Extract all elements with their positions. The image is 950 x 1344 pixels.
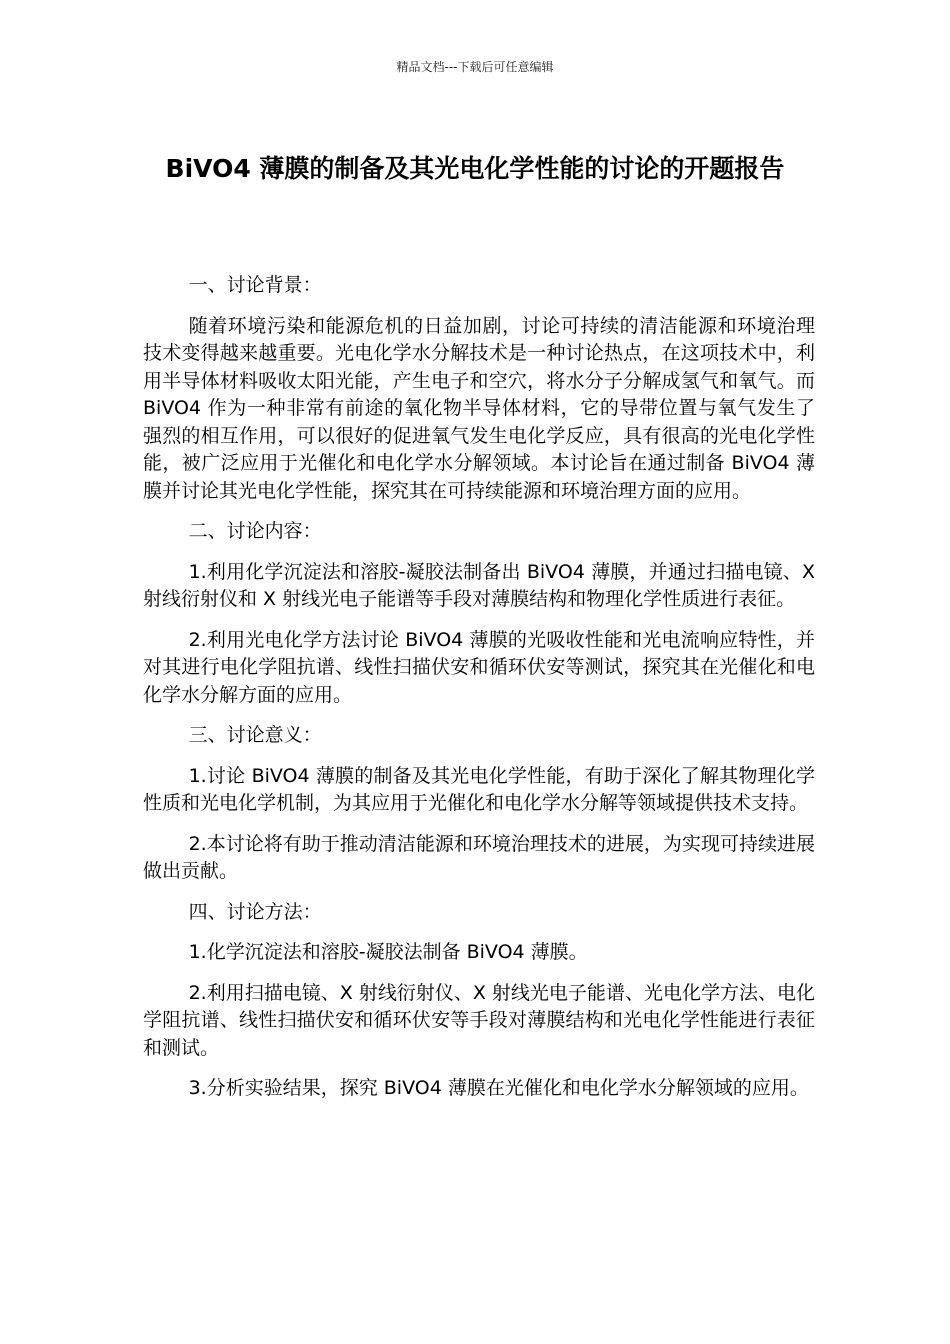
section-heading-background: 一、讨论背景： <box>188 274 322 296</box>
section-heading-content: 二、讨论内容： <box>188 520 322 542</box>
document-body <box>143 272 815 1116</box>
content-item-1: 1.利用化学沉淀法和溶胶-凝胶法制备出 BiVO4 薄膜，并通过扫描电镜、X 射线衍射仪和 X 射线光电子能谱等手段对薄膜结构和物理化学性质进行表征。 <box>143 560 815 610</box>
section-heading-methods: 四、讨论方法： <box>188 900 322 923</box>
significance-item-2: 2.本讨论将有助于推动清洁能源和环境治理技术的进展，为实现可持续进展做出贡献。 <box>143 832 815 882</box>
methods-item-1: 1.化学沉淀法和溶胶-凝胶法制备 BiVO4 薄膜。 <box>188 941 588 963</box>
header-note: 精品文档---下载后可任意编辑 <box>396 60 554 74</box>
content-item-2: 2.利用光电化学方法讨论 BiVO4 薄膜的光吸收性能和光电流响应特性，并对其进行电化学阻抗谱、线性扫描伏安和循环伏安等测试，探究其在光催化和电化学水分解方面的应用。 <box>143 628 815 706</box>
section-heading-significance: 三、讨论意义： <box>188 724 322 746</box>
background-paragraph: 随着环境污染和能源危机的日益加剧，讨论可持续的清洁能源和环境治理技术变得越来越重要。光电化学水分解技术是一种讨论热点，在这项技术中，利用半导体材料吸收太阳光能，产生电子和空穴，将水分子分解成氢气和氧气。而 BiVO4 作为一种非常有前途的氧化物半导体材料，它的导带位置与氧气发生了强烈的相互作用，可以很好的促进氧气发生电化学反应，具有很高的光电化学性能，被广泛应用于光催化和电化学水分解领域。本讨论旨在通过制备 BiVO4 薄膜并讨论其光电化学性能，探究其在可持续能源和环境治理方面的应用。 <box>143 314 815 502</box>
methods-item-3: 3.分析实验结果，探究 BiVO4 薄膜在光催化和电化学水分解领域的应用。 <box>188 1077 809 1099</box>
document-title: BiVO4 薄膜的制备及其光电化学性能的讨论的开题报告 <box>165 154 785 183</box>
methods-item-2: 2.利用扫描电镜、X 射线衍射仪、X 射线光电子能谱、光电化学方法、电化学阻抗谱、线性扫描伏安和循环伏安等手段对薄膜结构和光电化学性能进行表征和测试。 <box>143 981 815 1059</box>
significance-item-1: 1.讨论 BiVO4 薄膜的制备及其光电化学性能，有助于深化了解其物理化学性质和光电化学机制，为其应用于光催化和电化学水分解等领域提供技术支持。 <box>143 764 815 814</box>
